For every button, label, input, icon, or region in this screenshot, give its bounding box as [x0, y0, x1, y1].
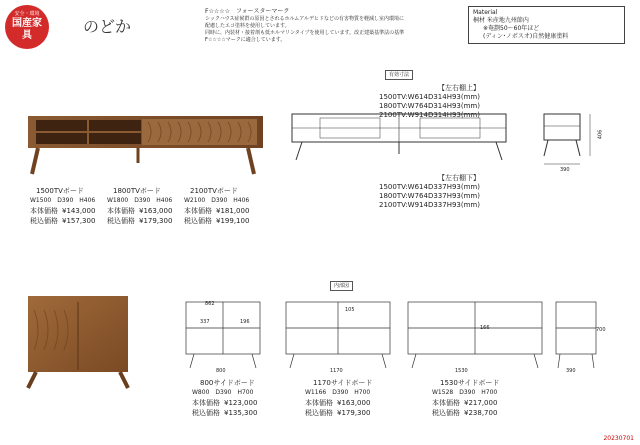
product-size: W1166 D390 H700: [305, 389, 371, 396]
brand-logo: [4, 4, 50, 50]
tax-label: 税込価格: [184, 217, 212, 225]
price-label: 本体価格: [305, 399, 333, 407]
product-size: W800 D390 H700: [192, 389, 254, 396]
cell-337: 337: [200, 319, 210, 325]
product-tax-price: ¥238,700: [464, 409, 498, 417]
tax-label: 税込価格: [432, 409, 460, 417]
tv-side-depth: 390: [560, 167, 570, 173]
product-name: 2100TVボード: [190, 187, 238, 195]
tv-lower-dimensions: [355, 174, 480, 210]
product-tax-price: ¥157,300: [62, 217, 96, 225]
material-line: 桐材 米産地九州節内: [473, 17, 529, 24]
tv-product-1500: [30, 186, 95, 226]
product-name: 1530サイドボード: [440, 379, 500, 387]
cell-196: 196: [240, 319, 250, 325]
side-product-1530: [432, 378, 499, 418]
dim-1170: 1170: [330, 368, 343, 374]
dimension-title: 【左右棚上】: [438, 84, 480, 92]
dim-depth: 390: [566, 368, 576, 374]
dimension-line: 2100TV:W914D337H93(mm): [379, 201, 480, 209]
price-label: 本体価格: [107, 207, 135, 215]
tax-label: 税込価格: [107, 217, 135, 225]
description: [205, 16, 404, 44]
cell-166: 166: [480, 325, 490, 331]
product-name: 1500TVボード: [36, 187, 84, 195]
product-price: ¥163,000: [337, 399, 371, 407]
price-label: 本体価格: [192, 399, 220, 407]
logo-big-text: 国産家具: [12, 18, 42, 41]
sideboard-drawings: [186, 298, 606, 378]
dimension-line: 1800TV:W764D337H93(mm): [379, 192, 480, 200]
tv-upper-dimensions: [355, 84, 480, 120]
cell-105: 105: [345, 307, 355, 313]
material-box: [468, 6, 625, 44]
tv-product-1800: [107, 186, 172, 226]
f-star-mark: F☆☆☆☆ フォースターマーク: [205, 8, 290, 15]
tv-inner-label: 有効寸法: [385, 70, 413, 80]
cell-862: 862: [205, 301, 215, 307]
dim-height: 700: [596, 327, 606, 333]
material-title: Material: [473, 9, 498, 16]
product-tax-price: ¥199,100: [216, 217, 250, 225]
product-tax-price: ¥179,300: [337, 409, 371, 417]
dim-800: 800: [216, 368, 226, 374]
dimension-line: 1800TV:W764D314H93(mm): [379, 102, 480, 110]
price-label: 本体価格: [432, 399, 460, 407]
tv-board-photo: [18, 108, 268, 180]
product-name: 1800TVボード: [113, 187, 161, 195]
dim-1530: 1530: [455, 368, 468, 374]
description-line: シックハウス症候群の原因とされるホルムアルデヒドなどの有害物質を軽減し室内環境に: [205, 16, 405, 22]
side-inner-label: 内部図: [330, 281, 353, 291]
material-line: ※奄劃50～60年ほど: [483, 25, 540, 32]
dimension-line: 2100TV:W914D314H93(mm): [379, 111, 480, 119]
side-product-800: [192, 378, 257, 418]
dimension-title: 【左右棚下】: [438, 174, 480, 182]
description-line: F☆☆☆☆マークに適合しています。: [205, 37, 286, 43]
side-product-1170: [305, 378, 372, 418]
product-price: ¥143,000: [62, 207, 96, 215]
product-price: ¥123,000: [224, 399, 258, 407]
product-size: W2100 D390 H406: [184, 197, 250, 204]
product-name: 800サイドボード: [200, 379, 255, 387]
product-price: ¥181,000: [216, 207, 250, 215]
product-tax-price: ¥179,300: [139, 217, 173, 225]
product-tax-price: ¥135,300: [224, 409, 258, 417]
tax-label: 税込価格: [30, 217, 58, 225]
dimension-line: 1500TV:W614D337H93(mm): [379, 183, 480, 191]
description-line: 配慮したエコ塗料を使用しています。: [205, 23, 290, 29]
product-size: W1528 D390 H700: [432, 389, 498, 396]
price-label: 本体価格: [184, 207, 212, 215]
product-size: W1500 D390 H406: [30, 197, 96, 204]
tv-side-height: 406: [597, 129, 604, 140]
dimension-line: 1500TV:W614D314H93(mm): [379, 93, 480, 101]
product-price: ¥163,000: [139, 207, 173, 215]
document-code: 20230701: [603, 435, 634, 442]
price-label: 本体価格: [30, 207, 58, 215]
logo-small-text: 安全・環境: [14, 11, 40, 17]
sideboard-photo: [22, 290, 132, 390]
brand-name: のどか: [83, 17, 132, 36]
tax-label: 税込価格: [305, 409, 333, 417]
product-size: W1800 D390 H406: [107, 197, 173, 204]
description-line: 同時に、内装材・接着剤も低ホルマリンタイプを使用しています。改正建築基準法の基準: [205, 30, 405, 36]
product-name: 1170サイドボード: [313, 379, 373, 387]
tv-board-side-drawing: [540, 112, 600, 162]
product-price: ¥217,000: [464, 399, 498, 407]
tv-product-2100: [184, 186, 249, 226]
material-line: (ディン･ノボスオ)自然健康塗料: [483, 33, 569, 40]
tax-label: 税込価格: [192, 409, 220, 417]
